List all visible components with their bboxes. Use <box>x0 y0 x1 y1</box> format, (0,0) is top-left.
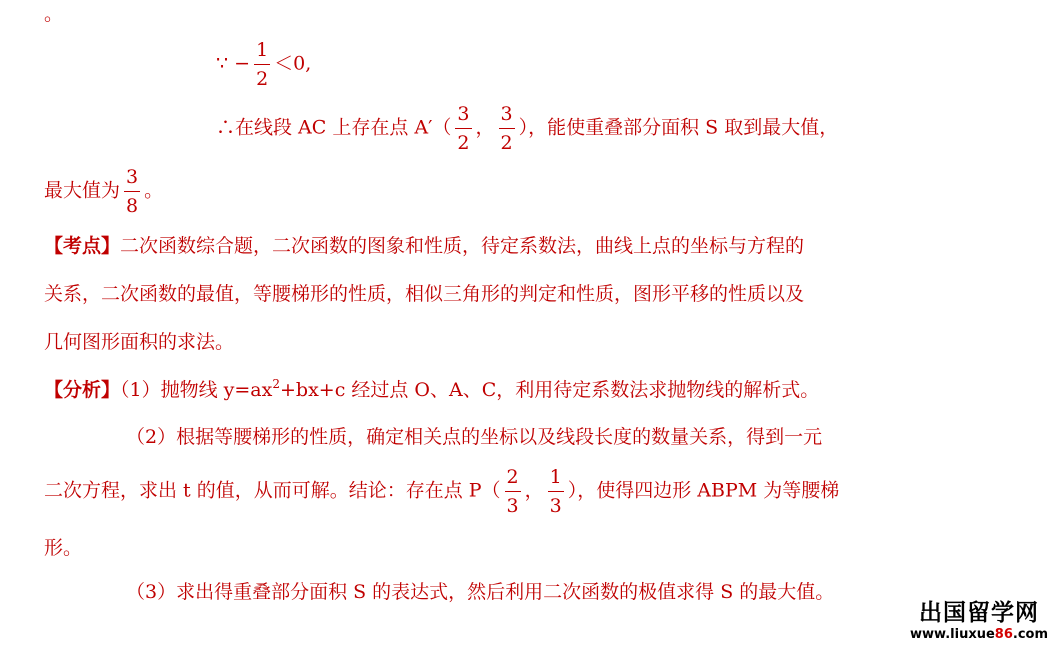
fraction: $\frac{2}{3}$ <box>506 466 519 517</box>
watermark-url: www.liuxue86.com <box>910 627 1048 642</box>
math-line: 最大值为 $\frac{3}{8}$ 。 <box>44 166 164 217</box>
watermark-title: 出国留学网 <box>919 600 1039 626</box>
fenxi-tag: 【分析】 <box>44 379 121 401</box>
text-line: 关系，二次函数的最值，等腰梯形的性质，相似三角形的判定和性质，图形平移的性质以及 <box>44 283 805 305</box>
kaodian-line: 【考点】二次函数综合题，二次函数的图象和性质，待定系数法，曲线上点的坐标与方程的 <box>44 235 805 257</box>
fraction: $\frac{3}{8}$ <box>126 166 139 217</box>
text-line: （2）根据等腰梯形的性质，确定相关点的坐标以及线段长度的数量关系，得到一元 <box>126 426 823 448</box>
fraction: $\frac{3}{2}$ <box>457 103 470 154</box>
text-line: 几何图形面积的求法。 <box>44 331 235 353</box>
text-line: 形。 <box>44 537 83 559</box>
fraction: $\frac{3}{2}$ <box>500 103 513 154</box>
watermark-logo <box>910 599 1048 643</box>
math-line: ∵ − $\frac{1}{2}$ ＜0, <box>216 39 312 90</box>
text-line: 。 <box>44 3 64 25</box>
math-line: ∴在线段 AC 上存在点 A′（ $\frac{3}{2}$ ， $\frac{3}{2}$ ），能使重叠部分面积 S 取到最大值， <box>216 103 839 154</box>
fenxi-line: 【分析】（1）抛物线 $y=ax^2+bx+c$ 经过点 O、A、C，利用待定系数法求抛物线的解析式。 <box>44 377 820 401</box>
math-line: 二次方程，求出 t 的值，从而可解。结论：存在点 P（ $\frac{2}{3}$ ， $\frac{1}{3}$ ），使得四边形 ABPM 为等腰梯 <box>44 466 840 517</box>
fraction: $\frac{1}{3}$ <box>549 466 562 517</box>
kaodian-tag: 【考点】 <box>44 235 121 257</box>
fraction: $\frac{1}{2}$ <box>256 39 269 90</box>
text-line: （3）求出得重叠部分面积 S 的表达式，然后利用二次函数的极值求得 S 的最大值。 <box>126 581 835 603</box>
